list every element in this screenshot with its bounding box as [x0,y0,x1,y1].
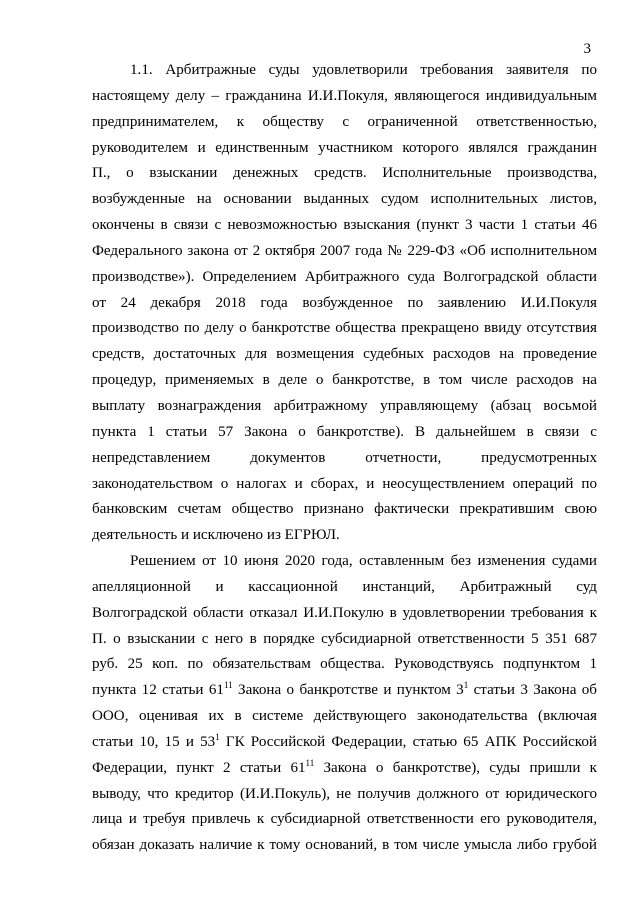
text-line: законодательством о налогах и сборах, и неосуществлением операций по [92,475,597,492]
text-line: руб. 25 коп. по обязательствам общества. Руководствуясь подпунктом 1 [92,656,597,673]
text-line: предпринимателем, к обществу с ограниченной ответственностью, [92,113,597,130]
text-fragment: Федерации, пункт 2 статьи 61 [92,759,306,776]
paragraph-1 [92,58,597,549]
text-line: возбужденные на основании выданных судом исполнительных листов, [92,191,597,208]
text-line: выводу, что кредитор (И.И.Покуль), не получив должного от юридического [92,785,597,802]
text-line: окончены в связи с невозможностью взыскания (пункт 3 части 1 статьи 46 [92,217,597,234]
text-line: апелляционной и кассационной инстанций, Арбитражный суд [92,578,597,595]
superscript: 11 [305,757,315,768]
text-line: 1.1. Арбитражные суды удовлетворили требования заявителя по [130,62,597,78]
text-line: банковским счетам общество признано фактически прекратившим свою [92,501,597,518]
document-body [92,58,597,859]
text-line: Волгоградской области отказал И.И.Покулю в удовлетворении требования к [92,604,597,621]
text-line: производство по делу о банкротстве общества прекращено ввиду отсутствия [92,320,597,337]
text-line: производстве»). Определением Арбитражного суда Волгоградской области [92,268,597,285]
text-line: пункта 1 статьи 57 Закона о банкротстве). В дальнейшем в связи с [92,423,597,440]
superscript: 1 [463,680,469,691]
text-line [92,730,597,756]
text-line: настоящему делу – гражданина И.И.Покуля, являющегося индивидуальным [92,87,597,104]
text-line: П., о взыскании денежных средств. Исполнительные производства, [92,165,597,182]
text-fragment: статьи 3 Закона об [468,682,597,699]
text-line: Федерального закона от 2 октября 2007 года № 229-ФЗ «Об исполнительном [92,242,597,259]
superscript: 11 [223,680,233,691]
text-line: процедур, применяемых в деле о банкротстве, в том числе расходов на [92,372,597,389]
text-fragment: Закона о банкротстве), суды пришли к [314,759,597,776]
text-line: руководителем и единственным участником которого являлся гражданин [92,139,597,156]
text-line: ООО, оценивая их в системе действующего законодательства (включая [92,708,597,725]
text-line: от 24 декабря 2018 года возбужденное по заявлению И.И.Покуля [92,294,597,311]
text-line [92,678,597,704]
text-line: средств, достаточных для возмещения судебных расходов на проведение [92,346,597,363]
text-line: непредставлением документов отчетности, предусмотренных [92,449,597,466]
text-fragment: пункта 12 статьи 61 [92,682,224,699]
text-line: обязан доказать наличие к тому оснований, в том числе умысла либо грубой [92,837,597,854]
page-number: 3 [583,41,591,57]
text-line [92,756,597,782]
text-line: деятельность и исключено из ЕГРЮЛ. [92,527,340,544]
text-fragment: статьи 10, 15 и 53 [92,733,216,750]
text-fragment: ГК Российской Федерации, статью 65 АПК Российской [219,733,597,750]
text-line: Решением от 10 июня 2020 года, оставленным без изменения судами [130,553,597,570]
text-fragment: Закона о банкротстве и пунктом 3 [232,682,464,699]
superscript: 1 [215,731,220,742]
text-line: П. о взыскании с него в порядке субсидиарной ответственности 5 351 687 [92,630,597,647]
text-line: лица и требуя привлечь к субсидиарной ответственности его руководителя, [92,811,597,828]
paragraph-2 [92,549,597,859]
text-line: выплату вознаграждения арбитражному управляющему (абзац восьмой [92,397,597,414]
